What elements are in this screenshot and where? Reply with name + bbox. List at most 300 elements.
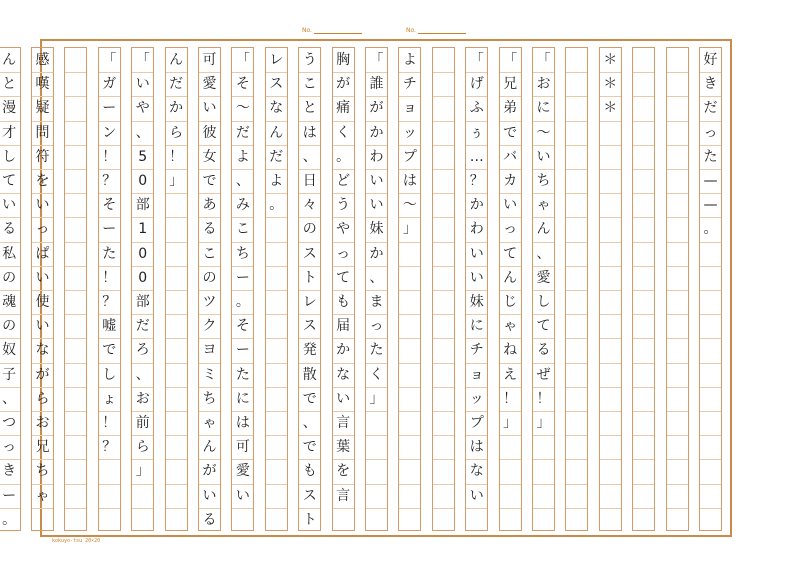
manuscript-char: に: [469, 318, 484, 335]
manuscript-char: い: [469, 487, 484, 504]
manuscript-char: ち: [235, 245, 250, 262]
grid-cell: [266, 217, 287, 241]
manuscript-char: 々: [302, 197, 317, 214]
manuscript-char: ん: [169, 52, 184, 68]
grid-cell: [566, 338, 587, 362]
grid-cell: [600, 169, 621, 193]
manuscript-char: か: [469, 197, 484, 214]
grid-cell: [633, 242, 654, 266]
grid-cell: [433, 338, 454, 362]
manuscript-column: [165, 47, 188, 531]
grid-cell: [433, 121, 454, 145]
grid-cell: [667, 48, 688, 72]
manuscript-char: ン: [102, 124, 117, 141]
manuscript-paper: [2, 39, 732, 537]
manuscript-char: チ: [402, 76, 417, 93]
manuscript-char: ん: [503, 269, 518, 286]
manuscript-char: 問: [35, 124, 50, 141]
manuscript-char: ふ: [469, 100, 484, 117]
manuscript-char: 漫: [2, 100, 17, 117]
grid-cell: [633, 290, 654, 314]
manuscript-char: い: [202, 100, 217, 117]
manuscript-char: に: [235, 390, 250, 407]
grid-cell: [566, 363, 587, 387]
manuscript-char: ょ: [102, 390, 117, 407]
manuscript-char: 葉: [336, 439, 351, 456]
manuscript-column: [666, 47, 689, 531]
grid-cell: [700, 411, 721, 435]
manuscript-char: 嘘: [102, 318, 117, 335]
grid-cell: [633, 169, 654, 193]
grid-cell: [566, 242, 587, 266]
manuscript-char: っ: [336, 245, 351, 262]
grid-cell: [700, 459, 721, 483]
grid-cell: [667, 242, 688, 266]
manuscript-char: を: [336, 463, 351, 480]
manuscript-char: っ: [35, 221, 50, 238]
manuscript-char: い: [2, 197, 17, 214]
grid-cell: [433, 266, 454, 290]
manuscript-char: 弟: [503, 100, 518, 117]
grid-cell: [600, 459, 621, 483]
manuscript-char: き: [2, 463, 17, 480]
manuscript-char: 0: [138, 173, 148, 189]
manuscript-char: ス: [302, 487, 317, 504]
manuscript-char: 「: [235, 52, 250, 68]
manuscript-column: [0, 47, 21, 531]
manuscript-column: [532, 47, 555, 531]
manuscript-char: る: [202, 221, 217, 238]
manuscript-char: 才: [2, 124, 17, 141]
grid-cell: [633, 508, 654, 532]
grid-cell: [399, 266, 420, 290]
grid-cell: [667, 435, 688, 459]
grid-cell: [500, 459, 521, 483]
grid-cell: [399, 290, 420, 314]
grid-cell: [399, 242, 420, 266]
manuscript-char: 使: [35, 294, 50, 310]
manuscript-column: [98, 47, 121, 531]
manuscript-char: ぅ: [469, 124, 484, 141]
grid-cell: [633, 338, 654, 362]
manuscript-char: ー: [102, 100, 117, 117]
manuscript-char: い: [536, 148, 551, 165]
grid-cell: [633, 459, 654, 483]
manuscript-char: ら: [135, 439, 150, 456]
grid-cell: [633, 145, 654, 169]
manuscript-char: わ: [369, 148, 384, 165]
grid-cell: [600, 363, 621, 387]
grid-cell: [600, 387, 621, 411]
manuscript-char: の: [302, 221, 317, 238]
grid-cell: [166, 484, 187, 508]
grid-cell: [266, 290, 287, 314]
grid-cell: [433, 217, 454, 241]
manuscript-char: ち: [536, 173, 551, 189]
grid-cell: [166, 314, 187, 338]
manuscript-char: る: [2, 221, 17, 238]
manuscript-char: 妹: [469, 294, 484, 310]
grid-cell: [166, 217, 187, 241]
grid-cell: [633, 266, 654, 290]
grid-cell: [667, 484, 688, 508]
manuscript-char: い: [35, 269, 50, 286]
grid-cell: [433, 508, 454, 532]
manuscript-char: そ: [235, 76, 250, 93]
manuscript-char: 可: [202, 52, 217, 68]
manuscript-char: ー: [235, 269, 250, 286]
manuscript-char: な: [35, 342, 50, 359]
grid-cell: [399, 435, 420, 459]
manuscript-char: カ: [503, 173, 518, 189]
grid-cell: [667, 217, 688, 241]
grid-cell: [366, 484, 387, 508]
manuscript-char: 」: [402, 221, 417, 238]
grid-cell: [566, 193, 587, 217]
manuscript-char: い: [35, 197, 50, 214]
grid-cell: [132, 508, 153, 532]
manuscript-char: ん: [269, 124, 284, 141]
grid-cell: [433, 193, 454, 217]
manuscript-char: ら: [169, 124, 184, 141]
manuscript-char: 」: [169, 173, 184, 189]
grid-cell: [433, 145, 454, 169]
manuscript-column: [432, 47, 455, 531]
grid-cell: [600, 145, 621, 169]
manuscript-char: く: [336, 124, 351, 141]
grid-cell: [65, 290, 86, 314]
manuscript-char: の: [2, 269, 17, 286]
grid-cell: [433, 459, 454, 483]
grid-cell: [65, 169, 86, 193]
grid-cell: [65, 508, 86, 532]
manuscript-char: ミ: [202, 366, 217, 383]
manuscript-char: 、: [235, 173, 250, 189]
manuscript-char: 「: [369, 52, 384, 68]
manuscript-char: た: [235, 366, 250, 383]
manuscript-char: で: [102, 342, 117, 359]
grid-cell: [566, 411, 587, 435]
grid-cell: [65, 121, 86, 145]
grid-cell: [600, 484, 621, 508]
grid-cell: [600, 435, 621, 459]
manuscript-char: 」: [135, 463, 150, 480]
manuscript-char: ー: [235, 342, 250, 359]
manuscript-column: [465, 47, 488, 531]
manuscript-char: 」: [536, 415, 551, 431]
grid-cell: [65, 338, 86, 362]
manuscript-char: の: [202, 269, 217, 286]
manuscript-char: し: [536, 294, 551, 310]
manuscript-char: ッ: [402, 124, 417, 141]
grid-cell: [399, 508, 420, 532]
manuscript-char: 。: [703, 221, 718, 238]
manuscript-char: 痛: [336, 100, 351, 117]
grid-cell: [667, 387, 688, 411]
manuscript-char: …: [469, 148, 484, 165]
manuscript-char: レ: [269, 52, 284, 68]
grid-cell: [166, 338, 187, 362]
grid-cell: [533, 484, 554, 508]
grid-cell: [399, 387, 420, 411]
grid-cell: [600, 411, 621, 435]
manuscript-char: ら: [35, 390, 50, 407]
grid-cell: [399, 314, 420, 338]
manuscript-char: 疑: [35, 100, 50, 117]
grid-cell: [99, 459, 120, 483]
manuscript-char: 散: [302, 366, 317, 383]
manuscript-char: で: [302, 390, 317, 407]
grid-cell: [132, 484, 153, 508]
manuscript-char: い: [503, 197, 518, 214]
grid-cell: [166, 242, 187, 266]
manuscript-char: も: [336, 294, 351, 310]
manuscript-char: 前: [135, 415, 150, 431]
manuscript-char: 兄: [503, 76, 518, 93]
manuscript-column: [198, 47, 221, 531]
grid-cell: [433, 48, 454, 72]
manuscript-char: ！: [169, 148, 184, 165]
manuscript-char: そ: [235, 318, 250, 335]
grid-cell: [667, 290, 688, 314]
manuscript-char: ゃ: [536, 197, 551, 214]
manuscript-char: が: [336, 76, 351, 93]
grid-cell: [600, 338, 621, 362]
grid-cell: [399, 484, 420, 508]
grid-cell: [433, 169, 454, 193]
manuscript-char: 妹: [369, 221, 384, 238]
manuscript-column: [64, 47, 87, 531]
grid-cell: [399, 338, 420, 362]
grid-cell: [667, 193, 688, 217]
manuscript-char: ？: [102, 173, 117, 189]
grid-cell: [566, 484, 587, 508]
grid-cell: [266, 411, 287, 435]
manuscript-char: て: [2, 173, 17, 189]
manuscript-char: く: [369, 366, 384, 383]
manuscript-char: 、: [369, 269, 384, 286]
grid-cell: [266, 484, 287, 508]
manuscript-char: 部: [135, 294, 150, 310]
grid-cell: [667, 169, 688, 193]
grid-cell: [65, 387, 86, 411]
manuscript-char: っ: [503, 221, 518, 238]
manuscript-column: [31, 47, 54, 531]
grid-cell: [65, 459, 86, 483]
manuscript-char: 日: [302, 173, 317, 189]
manuscript-char: わ: [469, 221, 484, 238]
manuscript-char: ～: [536, 124, 551, 141]
grid-cell: [266, 459, 287, 483]
grid-cell: [667, 96, 688, 120]
manuscript-char: こ: [302, 76, 317, 93]
manuscript-char: —: [703, 197, 718, 214]
manuscript-char: っ: [703, 124, 718, 141]
manuscript-column: [699, 47, 722, 531]
manuscript-char: い: [35, 318, 50, 335]
grid-cell: [566, 72, 587, 96]
manuscript-char: い: [135, 76, 150, 93]
grid-cell: [566, 169, 587, 193]
manuscript-char: か: [336, 342, 351, 359]
manuscript-char: で: [202, 173, 217, 189]
manuscript-char: よ: [402, 52, 417, 68]
grid-cell: [65, 96, 86, 120]
grid-cell: [65, 217, 86, 241]
grid-cell: [65, 435, 86, 459]
manuscript-char: ど: [336, 173, 351, 189]
grid-cell: [433, 72, 454, 96]
manuscript-char: い: [469, 245, 484, 262]
grid-cell: [433, 411, 454, 435]
manuscript-char: お: [536, 76, 551, 93]
grid-cell: [566, 290, 587, 314]
manuscript-char: ト: [302, 269, 317, 286]
manuscript-char: ゃ: [503, 318, 518, 335]
manuscript-char: つ: [2, 415, 17, 431]
grid-cell: [433, 290, 454, 314]
grid-cell: [266, 314, 287, 338]
manuscript-char: 誰: [369, 76, 384, 93]
manuscript-char: が: [35, 366, 50, 383]
manuscript-char: え: [503, 366, 518, 383]
grid-cell: [700, 363, 721, 387]
grid-cell: [433, 387, 454, 411]
grid-cell: [500, 484, 521, 508]
number-field-left: [302, 27, 362, 34]
manuscript-char: 言: [336, 415, 351, 431]
manuscript-char: っ: [369, 318, 384, 335]
manuscript-column: [131, 47, 154, 531]
manuscript-char: 愛: [202, 76, 217, 93]
grid-cell: [667, 266, 688, 290]
manuscript-char: る: [536, 342, 551, 359]
manuscript-char: な: [469, 463, 484, 480]
manuscript-char: だ: [703, 100, 718, 117]
grid-cell: [700, 290, 721, 314]
manuscript-column: [231, 47, 254, 531]
manuscript-char: し: [2, 148, 17, 165]
grid-cell: [667, 145, 688, 169]
grid-cell: [566, 266, 587, 290]
manuscript-char: ス: [302, 245, 317, 262]
manuscript-char: の: [2, 318, 17, 335]
manuscript-char: ま: [369, 294, 384, 310]
number-line: [418, 27, 466, 34]
grid-cell: [266, 363, 287, 387]
manuscript-char: 、: [536, 245, 551, 262]
manuscript-char: も: [302, 463, 317, 480]
grid-cell: [600, 314, 621, 338]
manuscript-char: ん: [202, 439, 217, 456]
manuscript-char: う: [336, 197, 351, 214]
manuscript-char: ョ: [402, 100, 417, 117]
grid-cell: [633, 435, 654, 459]
manuscript-column: [599, 47, 622, 531]
manuscript-char: 、: [302, 415, 317, 431]
grid-cell: [399, 411, 420, 435]
grid-cell: [533, 508, 554, 532]
manuscript-char: ん: [2, 52, 17, 68]
manuscript-char: ー: [102, 221, 117, 238]
grid-cell: [633, 193, 654, 217]
grid-cell: [700, 387, 721, 411]
grid-cell: [633, 314, 654, 338]
grid-cell: [633, 48, 654, 72]
grid-cell: [566, 96, 587, 120]
manuscript-char: 兄: [35, 439, 50, 456]
manuscript-char: お: [35, 415, 50, 431]
grid-cell: [667, 121, 688, 145]
manuscript-char: チ: [469, 342, 484, 359]
manuscript-char: 」: [369, 390, 384, 407]
grid-cell: [600, 266, 621, 290]
manuscript-column: [365, 47, 388, 531]
manuscript-char: ？: [102, 294, 117, 310]
number-label: No.: [302, 27, 312, 34]
grid-cell: [600, 217, 621, 241]
manuscript-char: ー: [2, 487, 17, 504]
grid-cell: [266, 387, 287, 411]
manuscript-char: で: [302, 439, 317, 456]
number-field-right: [406, 27, 466, 34]
number-line: [314, 27, 362, 34]
manuscript-char: バ: [503, 148, 518, 165]
manuscript-char: っ: [2, 439, 17, 456]
manuscript-char: あ: [202, 197, 217, 214]
grid-cell: [65, 72, 86, 96]
manuscript-char: 感: [35, 52, 50, 68]
grid-cell: [266, 338, 287, 362]
manuscript-column: [565, 47, 588, 531]
manuscript-char: よ: [269, 173, 284, 189]
grid-cell: [600, 121, 621, 145]
manuscript-char: ぜ: [536, 366, 551, 383]
grid-cell: [65, 363, 86, 387]
manuscript-char: だ: [235, 124, 250, 141]
manuscript-char: や: [336, 221, 351, 238]
manuscript-char: 「: [469, 52, 484, 68]
grid-cell: [466, 508, 487, 532]
manuscript-char: げ: [469, 76, 484, 93]
manuscript-char: ん: [536, 221, 551, 238]
manuscript-char: ～: [235, 100, 250, 117]
grid-cell: [566, 121, 587, 145]
grid-cell: [399, 459, 420, 483]
grid-cell: [700, 338, 721, 362]
manuscript-char: だ: [269, 148, 284, 165]
grid-cell: [65, 48, 86, 72]
grid-cell: [633, 387, 654, 411]
manuscript-char: が: [202, 463, 217, 480]
grid-cell: [99, 484, 120, 508]
manuscript-char: な: [336, 366, 351, 383]
manuscript-char: ！: [536, 390, 551, 407]
manuscript-char: 0: [138, 245, 148, 262]
grid-cell: [399, 363, 420, 387]
manuscript-char: ッ: [469, 390, 484, 407]
grid-cell: [166, 411, 187, 435]
manuscript-char: 、: [2, 390, 17, 407]
manuscript-char: き: [703, 76, 718, 93]
manuscript-char: 女: [202, 148, 217, 165]
manuscript-char: お: [135, 390, 150, 407]
grid-cell: [433, 435, 454, 459]
grid-cell: [600, 508, 621, 532]
grid-cell: [166, 459, 187, 483]
grid-cell: [65, 242, 86, 266]
manuscript-char: 奴: [2, 342, 17, 359]
